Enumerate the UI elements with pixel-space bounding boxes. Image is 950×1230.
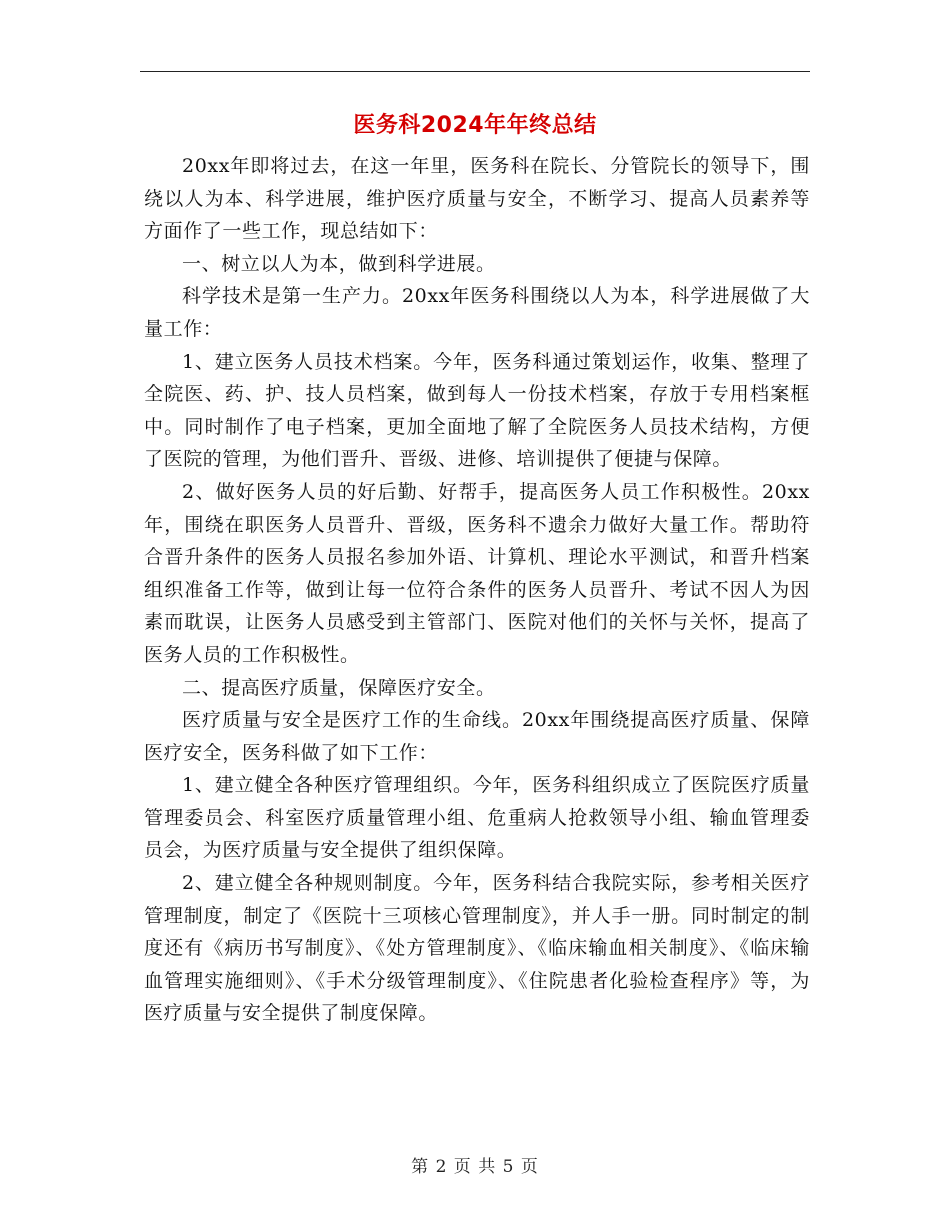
paragraph: 2、建立健全各种规则制度。今年，医务科结合我院实际，参考相关医疗管理制度，制定了《医院十三项核心管理制度》，并人手一册。同时制定的制度还有《病历书写制度》、《处方管理制度》、《临床输血相关制度》、《临床输血管理实施细则》、《手术分级管理制度》、《住院患者化验检查程序》等，为医疗质量与安全提供了制度保障。 [144, 872, 810, 1025]
paragraph-intro: 20xx年即将过去，在这一年里，医务科在院长、分管院长的领导下，围绕以人为本、科学进展，维护医疗质量与安全，不断学习、提高人员素养等方面作了一些工作，现总结如下： [144, 155, 810, 243]
header-rule [140, 71, 810, 72]
page-footer: 第 2 页 共 5 页 [411, 1157, 539, 1177]
paragraph: 医疗质量与安全是医疗工作的生命线。20xx年围绕提高医疗质量、保障医疗安全，医务科做了如下工作： [144, 709, 810, 764]
section-heading-1: 一、树立以人为本，做到科学进展。 [182, 252, 496, 275]
paragraph: 1、建立健全各种医疗管理组织。今年，医务科组织成立了医院医疗质量管理委员会、科室医疗质量管理小组、危重病人抢救领导小组、输血管理委员会，为医疗质量与安全提供了组织保障。 [144, 774, 810, 862]
paragraph: 科学技术是第一生产力。20xx年医务科围绕以人为本，科学进展做了大量工作： [144, 285, 810, 340]
document-body [144, 150, 810, 1030]
paragraph: 1、建立医务人员技术档案。今年，医务科通过策划运作，收集、整理了全院医、药、护、技人员档案，做到每人一份技术档案，存放于专用档案框中。同时制作了电子档案，更加全面地了解了全院医务人员技术结构，方便了医院的管理，为他们晋升、晋级、进修、培训提供了便捷与保障。 [144, 350, 810, 471]
document-title: 医务科2024年年终总结 [353, 113, 597, 138]
paragraph: 2、做好医务人员的好后勤、好帮手，提高医务人员工作积极性。20xx年，围绕在职医务人员晋升、晋级，医务科不遗余力做好大量工作。帮助符合晋升条件的医务人员报名参加外语、计算机、理论水平测试，和晋升档案组织准备工作等，做到让每一位符合条件的医务人员晋升、考试不因人为因素而耽误，让医务人员感受到主管部门、医院对他们的关怀与关怀，提高了医务人员的工作积极性。 [144, 480, 810, 666]
section-heading-2: 二、提高医疗质量，保障医疗安全。 [182, 676, 496, 699]
